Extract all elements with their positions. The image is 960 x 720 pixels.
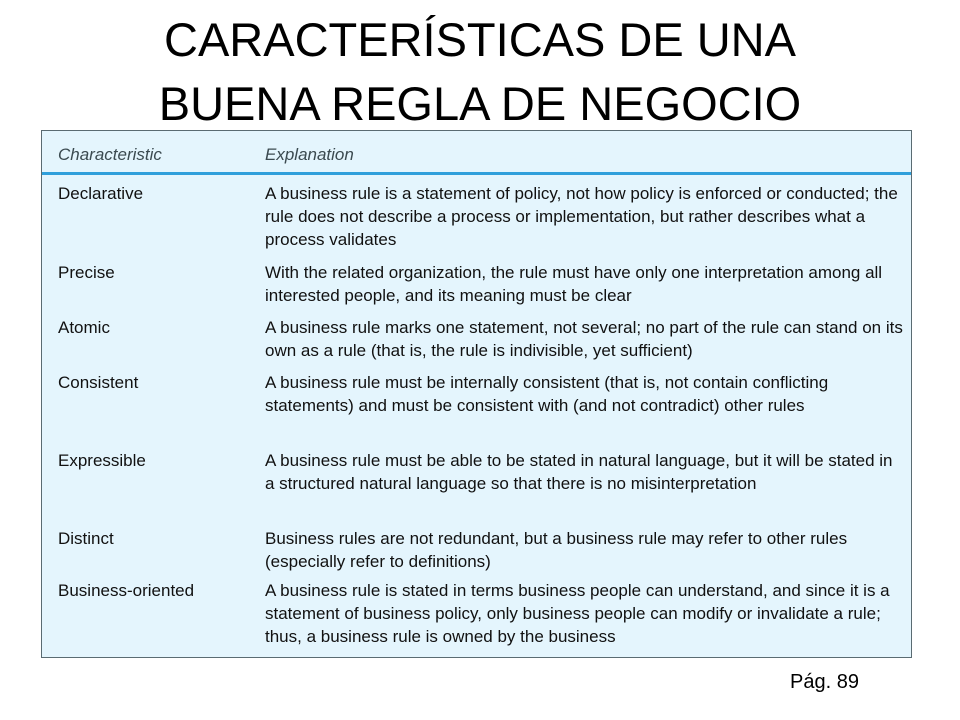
header-characteristic: Characteristic <box>58 145 162 164</box>
row-characteristic: Declarative <box>58 184 144 203</box>
row-explanation: A business rule is stated in terms business people can understand, and since it is a statement of business policy, only business people can modify or invalidate a rule; thus, a business rule is owned by the business <box>265 581 890 646</box>
title-line-1: CARACTERÍSTICAS DE UNA <box>164 13 796 66</box>
row-explanation: A business rule is a statement of policy, not how policy is enforced or conducted; the rule does not describe a process or implementation, but rather describes what a process validates <box>265 184 898 249</box>
characteristics-table <box>41 130 912 658</box>
page-title <box>0 8 960 136</box>
row-characteristic: Consistent <box>58 373 139 392</box>
row-explanation: With the related organization, the rule must have only one interpretation among all interested people, and its meaning must be clear <box>265 263 883 305</box>
row-characteristic: Business-oriented <box>58 581 195 600</box>
row-characteristic: Precise <box>58 263 115 282</box>
title-line-2: BUENA REGLA DE NEGOCIO <box>158 77 802 130</box>
row-characteristic: Distinct <box>58 529 114 548</box>
row-explanation: A business rule must be internally consistent (that is, not contain conflicting statements) and must be consistent with (and not contradict) other rules <box>265 373 829 415</box>
table-header <box>42 131 911 175</box>
row-explanation: A business rule marks one statement, not several; no part of the rule can stand on its own as a rule (that is, the rule is indivisible, yet sufficient) <box>265 318 903 360</box>
header-explanation: Explanation <box>265 145 354 164</box>
row-characteristic: Expressible <box>58 451 146 470</box>
row-characteristic: Atomic <box>58 318 110 337</box>
row-explanation: Business rules are not redundant, but a business rule may refer to other rules (especially refer to definitions) <box>265 529 848 571</box>
page-number: Pág. 89 <box>790 671 859 693</box>
row-explanation: A business rule must be able to be stated in natural language, but it will be stated in a structured natural language so that there is no misinterpretation <box>265 451 893 493</box>
